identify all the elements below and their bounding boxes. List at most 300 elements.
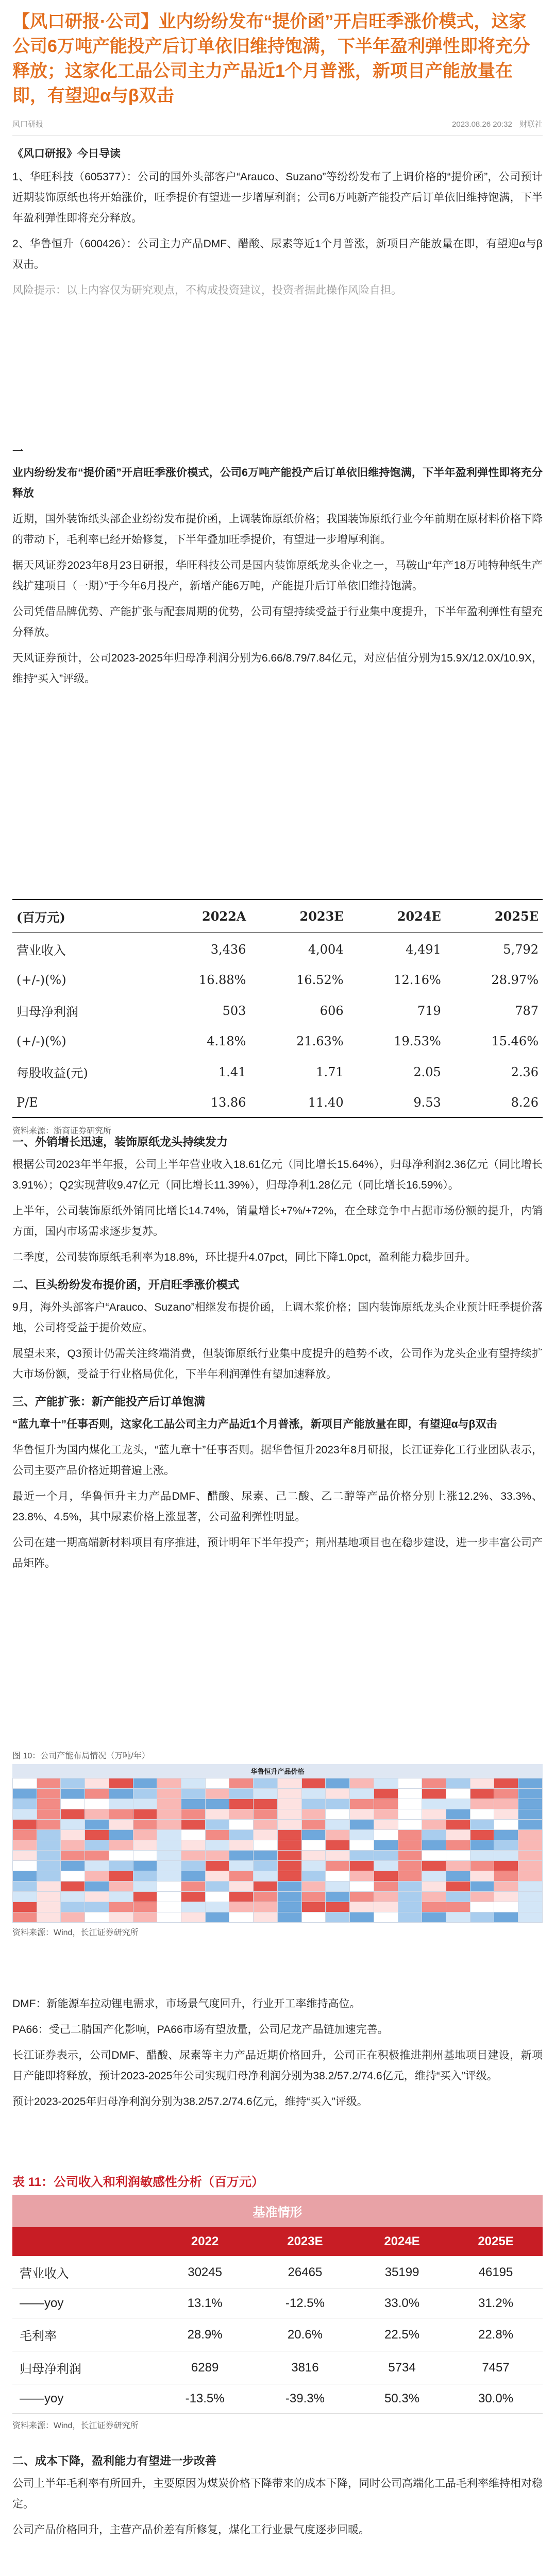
sensitivity-table [12,2195,543,2414]
heatmap-cell [326,1912,350,1923]
table1-row [12,1056,543,1088]
heatmap-cell [301,1871,326,1882]
heatmap-cell [470,1902,494,1912]
table1-cell: 12.16% [394,973,441,987]
heatmap-cell [205,1778,229,1789]
heatmap-cell [350,1882,374,1892]
heatmap-row [13,1830,543,1840]
article-meta [12,118,543,129]
heatmap-cell [422,1778,446,1789]
heatmap-cell [374,1809,398,1820]
table1-row [12,933,543,966]
heatmap-cell [301,1851,326,1861]
risk-note: 风险提示：以上内容仅为研究观点，不构成投资建议，投资者据此操作风险自担。 [12,284,402,296]
table1-cell: 606 [319,1003,344,1018]
table1-cell: 5,792 [503,942,539,957]
heatmap-cell [85,1830,109,1840]
heatmap-cell [446,1912,470,1923]
table2-cell: 22.5% [355,2318,449,2351]
table2-cell: 13.1% [155,2289,255,2318]
table1-cell: (+/-)(%) [16,1034,66,1048]
heatmap-cell [398,1799,422,1809]
heatmap-cell [398,1902,422,1912]
heatmap-cell [157,1778,181,1789]
heatmap-cell [254,1851,278,1861]
heatmap-cell [374,1799,398,1809]
heatmap-cell [326,1789,350,1799]
heatmap-cell [446,1830,470,1840]
heatmap-cell [61,1809,85,1820]
heatmap-cell [85,1861,109,1871]
heatmap-cell [133,1912,157,1923]
heatmap-cell [205,1820,229,1830]
heatmap-cell [374,1851,398,1861]
table2-source: 资料来源：Wind，长江证券研究所 [12,2421,139,2430]
heatmap-cell [37,1840,61,1851]
s1-p3: 公司凭借品牌优势、产能扩张与配套周期的优势，公司有望持续受益于行业集中度提升，下半年盈利弹性有望充分释放。 [12,606,543,638]
table1-cell: 9.53 [348,1088,445,1117]
heatmap-cell [301,1840,326,1851]
heatmap-cell [301,1861,326,1871]
heatmap-cell [229,1778,254,1789]
heatmap-cell [13,1902,37,1912]
heatmap-cell [157,1892,181,1902]
heatmap-cell [374,1892,398,1902]
s1b-heading3: 三、产能扩张：新产能投产后订单饱满 [12,1395,206,1408]
table1-cell: 8.26 [445,1088,543,1117]
heatmap-cell [254,1861,278,1871]
table2-header-2: 2023E [255,2227,355,2256]
heatmap-cell [277,1861,301,1871]
heatmap-cell [277,1851,301,1861]
heatmap-cell [350,1892,374,1902]
heatmap-cell [518,1809,543,1820]
s1b-p6: “蓝九章十”任事否则，这家化工品公司主力产品近1个月普涨，新项目产能放量在即，有望迎α与β双击 [12,1418,497,1430]
heatmap-cell [494,1892,518,1902]
heatmap-cell [494,1820,518,1830]
heatmap-cell [374,1902,398,1912]
heatmap-row [13,1851,543,1861]
intro-block [12,145,543,301]
heatmap-cell [157,1902,181,1912]
heatmap-cell [229,1840,254,1851]
heatmap-title: 华鲁恒升产品价格 [12,1764,543,1778]
heatmap-cell [422,1830,446,1840]
heatmap-cell [61,1799,85,1809]
heatmap-cell [13,1809,37,1820]
table1-cell: 21.63% [296,1034,344,1048]
s1b-p2: 上半年，公司装饰原纸外销同比增长14.74%，销量增长+7%/+72%，在全球竞争中占据市场份额的提升，内销方面，国内市场需求逐步复苏。 [12,1205,543,1238]
heatmap-cell [109,1871,133,1882]
heatmap-cell [277,1799,301,1809]
heatmap-cell [181,1902,206,1912]
heatmap-cell [181,1809,206,1820]
heatmap-cell [277,1892,301,1902]
table2-cell: ——yoy [12,2384,155,2414]
s3-heading: 二、成本下降，盈利能力有望进一步改善 [12,2454,217,2467]
heatmap-cell [470,1882,494,1892]
heatmap-cell [157,1799,181,1809]
heatmap-cell [13,1882,37,1892]
table1-cell: 每股收益(元) [16,1066,88,1080]
heatmap-cell [13,1892,37,1902]
heatmap-cell [109,1861,133,1871]
heatmap-cell [13,1799,37,1809]
heatmap-cell [398,1892,422,1902]
forecast-table-wrap [12,899,543,1136]
heatmap-cell [277,1778,301,1789]
heatmap-cell [37,1912,61,1923]
heatmap-cell [470,1809,494,1820]
heatmap-cell [254,1902,278,1912]
heatmap-cell [398,1851,422,1861]
table2-header-3: 2024E [355,2227,449,2256]
heatmap-cell [254,1778,278,1789]
s3-p2: 公司产品价格回升，主营产品价差有所修复，煤化工行业景气度逐步回暖。 [12,2524,369,2536]
table1-cell: 1.41 [218,1064,246,1079]
table1-cell: 16.88% [198,973,246,987]
heatmap-cell [422,1882,446,1892]
publish-date: 2023.08.26 20:32 [452,120,512,129]
heatmap-cell [157,1871,181,1882]
heatmap-cell [470,1778,494,1789]
table2-caption: 表 11：公司收入和利润敏感性分析（百万元） [12,2175,264,2189]
heatmap-cell [133,1861,157,1871]
heatmap-cell [398,1861,422,1871]
heatmap-cell [350,1778,374,1789]
heatmap-cell [109,1799,133,1809]
heatmap-cell [37,1882,61,1892]
heatmap-cell [85,1799,109,1809]
heatmap-cell [13,1851,37,1861]
heatmap-cell [133,1799,157,1809]
heatmap-cell [85,1820,109,1830]
table2-cell: 归母净利润 [12,2351,155,2384]
heatmap-cell [109,1809,133,1820]
heatmap-cell [277,1871,301,1882]
heatmap-caption: 图 10：公司产能布局情况（万吨/年） [12,1752,150,1760]
table2-cell: 5734 [355,2351,449,2384]
heatmap-cell [398,1789,422,1799]
s1b-p9: 公司在建一期高端新材料项目有序推进，预计明年下半年投产；荆州基地项目也在稳步建设，进一步丰富公司产品矩阵。 [12,1537,543,1569]
heatmap-cell [350,1830,374,1840]
heatmap-cell [85,1809,109,1820]
heatmap-cell [181,1830,206,1840]
heatmap-cell [326,1861,350,1871]
heatmap-cell [518,1778,543,1789]
heatmap-cell [254,1799,278,1809]
heatmap-cell [446,1799,470,1809]
heatmap-cell [350,1871,374,1882]
heatmap-cell [85,1871,109,1882]
heatmap-cell [205,1871,229,1882]
table2-cell: 46195 [449,2256,543,2289]
heatmap-cell [350,1820,374,1830]
heatmap-cell [350,1851,374,1861]
heatmap-cell [301,1892,326,1902]
table1-cell: 4,491 [406,942,441,957]
heatmap-cell [13,1912,37,1923]
heatmap-cell [350,1912,374,1923]
heatmap-cell [494,1861,518,1871]
table1-row [12,1088,543,1117]
heatmap-cell [494,1789,518,1799]
heatmap-cell [494,1851,518,1861]
heatmap-cell [422,1820,446,1830]
heatmap-cell [13,1861,37,1871]
heatmap-cell [518,1820,543,1830]
heatmap-cell [181,1861,206,1871]
heatmap-cell [37,1892,61,1902]
table1-row [12,1027,543,1056]
heatmap-cell [133,1778,157,1789]
table1-header-2: 2023E [250,900,347,933]
table2-cell: ——yoy [12,2289,155,2318]
heatmap-cell [494,1830,518,1840]
s1b-p4: 9月，海外头部客户“Arauco、Suzano”相继发布提价函，上调木浆价格；国内装饰原纸龙头企业预计旺季提价落地，公司将受益于提价效应。 [12,1301,543,1334]
heatmap-cell [398,1840,422,1851]
heatmap-cell [181,1840,206,1851]
heatmap-row [13,1820,543,1830]
heatmap-cell [494,1902,518,1912]
heatmap-cell [446,1840,470,1851]
heatmap-cell [254,1912,278,1923]
heatmap-cell [398,1912,422,1923]
heatmap-cell [350,1902,374,1912]
heatmap-cell [229,1902,254,1912]
heatmap-cell [157,1861,181,1871]
heatmap-cell [85,1892,109,1902]
heatmap-cell [254,1871,278,1882]
forecast-table [12,899,543,1118]
heatmap-row [13,1799,543,1809]
heatmap-cell [254,1892,278,1902]
heatmap-cell [205,1912,229,1923]
heatmap-cell [518,1861,543,1871]
heatmap-cell [518,1892,543,1902]
heatmap-cell [133,1902,157,1912]
table1-header-3: 2024E [348,900,445,933]
heatmap-cell [229,1851,254,1861]
heatmap-cell [326,1892,350,1902]
heatmap-row [13,1902,543,1912]
heatmap-cell [326,1851,350,1861]
heatmap-cell [518,1912,543,1923]
heatmap-cell [446,1902,470,1912]
heatmap-cell [301,1912,326,1923]
heatmap-cell [181,1778,206,1789]
heatmap-cell [229,1799,254,1809]
heatmap-cell [518,1830,543,1840]
heatmap-cell [374,1830,398,1840]
heatmap-cell [37,1799,61,1809]
heatmap-cell [374,1882,398,1892]
heatmap-cell [109,1882,133,1892]
heatmap-cell [494,1882,518,1892]
heatmap-cell [37,1851,61,1861]
heatmap-cell [157,1809,181,1820]
heatmap-cell [85,1882,109,1892]
heatmap-cell [229,1820,254,1830]
table1-cell: 4.18% [207,1034,246,1048]
heatmap-cell [133,1892,157,1902]
heatmap-cell [61,1840,85,1851]
heatmap-cell [301,1799,326,1809]
heatmap-cell [61,1789,85,1799]
heatmap-cell [398,1778,422,1789]
heatmap-cell [446,1871,470,1882]
heatmap-cell [518,1799,543,1809]
table1-cell: 19.53% [394,1034,441,1048]
heatmap-cell [61,1830,85,1840]
heatmap-cell [422,1799,446,1809]
heatmap-cell [301,1830,326,1840]
heatmap-cell [326,1830,350,1840]
heatmap-cell [494,1871,518,1882]
heatmap-cell [109,1851,133,1861]
heatmap-cell [277,1882,301,1892]
heatmap-cell [518,1882,543,1892]
heatmap-cell [205,1902,229,1912]
heatmap-cell [229,1892,254,1902]
sensitivity-table-wrap [12,2172,543,2431]
heatmap-cell [133,1789,157,1799]
table2-cell: 30.0% [449,2384,543,2414]
heatmap-cell [350,1799,374,1809]
heatmap-cell [277,1912,301,1923]
heatmap-cell [61,1778,85,1789]
heatmap-cell [61,1892,85,1902]
heatmap-cell [422,1902,446,1912]
section-1b [12,1133,543,1574]
s1-bold-intro: 业内纷纷发布“提价函”开启旺季涨价模式，公司6万吨产能投产后订单依旧维持饱满，下半年盈利弹性即将充分释放 [12,467,543,499]
heatmap-cell [374,1861,398,1871]
heatmap-cell [61,1851,85,1861]
table1-cell: 归母净利润 [16,1005,78,1019]
heatmap-cell [205,1799,229,1809]
heatmap-cell [205,1809,229,1820]
heatmap-cell [398,1871,422,1882]
table2-band: 基准情形 [12,2195,543,2227]
heatmap-cell [37,1809,61,1820]
heatmap-cell [398,1882,422,1892]
s3-p1: 公司上半年毛利率有所回升，主要原因为煤炭价格下降带来的成本下降，同时公司高端化工品毛利率维持相对稳定。 [12,2478,543,2510]
s1b-p3: 二季度，公司装饰原纸毛利率为18.8%，环比提升4.07pct，同比下降1.0pct，盈利能力稳步回升。 [12,1251,476,1263]
heatmap-cell [229,1882,254,1892]
heatmap-cell [470,1789,494,1799]
s1-p2: 据天风证券2023年8月23日研报，华旺科技公司是国内装饰原纸龙头企业之一，马鞍山“年产18万吨特种纸生产线扩建项目（一期）”于今年6月投产，新增产能6万吨，产能提升后订单依旧维持饱满。 [12,560,543,592]
heatmap-cell [61,1912,85,1923]
table2-cell: 30245 [155,2256,255,2289]
table2-cell: 毛利率 [12,2318,155,2351]
table2-cell: 22.8% [449,2318,543,2351]
heatmap-cell [157,1789,181,1799]
heatmap-cell [326,1840,350,1851]
heatmap-figure [12,1749,543,1938]
heatmap-cell [157,1840,181,1851]
heatmap-cell [133,1882,157,1892]
heatmap-cell [518,1871,543,1882]
heatmap-cell [254,1830,278,1840]
heatmap-cell [470,1820,494,1830]
heatmap-cell [374,1778,398,1789]
heatmap-cell [181,1892,206,1902]
heatmap-cell [470,1851,494,1861]
heatmap-cell [277,1820,301,1830]
heatmap-cell [205,1861,229,1871]
heatmap-cell [446,1851,470,1861]
heatmap-cell [205,1789,229,1799]
heatmap-cell [133,1820,157,1830]
heatmap-cell [109,1892,133,1902]
heatmap-cell [446,1809,470,1820]
heatmap-cell [446,1882,470,1892]
table2-cell: 3816 [255,2351,355,2384]
heatmap-row [13,1840,543,1851]
heatmap-cell [374,1871,398,1882]
heatmap-cell [446,1820,470,1830]
heatmap-cell [205,1882,229,1892]
heatmap-cell [205,1830,229,1840]
heatmap-row [13,1871,543,1882]
heatmap-cell [133,1809,157,1820]
heatmap-cell [301,1809,326,1820]
table2-cell: 28.9% [155,2318,255,2351]
heatmap-cell [301,1820,326,1830]
heatmap-cell [109,1830,133,1840]
heatmap-cell [422,1871,446,1882]
heatmap-cell [422,1851,446,1861]
heatmap-cell [181,1799,206,1809]
heatmap-cell [61,1902,85,1912]
heatmap-cell [61,1861,85,1871]
heatmap-row [13,1912,543,1923]
heatmap-cell [470,1861,494,1871]
s2-p3: 长江证券表示，公司DMF、醋酸、尿素等主力产品近期价格回升，公司正在积极推进荆州基地项目建设，新项目产能即将释放，预计2023-2025年公司实现归母净利润分别为38.2/57.2/74.6亿元，维持“买入”评级。 [12,2049,543,2082]
heatmap-cell [374,1820,398,1830]
heatmap-row [13,1809,543,1820]
heatmap-cell [446,1789,470,1799]
heatmap-cell [518,1789,543,1799]
heatmap-cell [277,1902,301,1912]
table1-source: 资料来源：浙商证券研究所 [12,1127,112,1136]
heatmap-cell [133,1830,157,1840]
heatmap-cell [109,1789,133,1799]
heatmap-cell [301,1902,326,1912]
heatmap-cell [61,1871,85,1882]
heatmap-cell [181,1912,206,1923]
heatmap-cell [13,1789,37,1799]
heatmap-cell [109,1778,133,1789]
heatmap-cell [109,1912,133,1923]
heatmap-cell [422,1840,446,1851]
heatmap-cell [518,1840,543,1851]
author: 风口研报 [12,120,44,129]
heatmap-cell [181,1871,206,1882]
heatmap-row [13,1789,543,1799]
heatmap-cell [37,1789,61,1799]
table1-cell: 4,004 [308,942,344,957]
table2-header-1: 2022 [155,2227,255,2256]
heatmap-cell [350,1861,374,1871]
heatmap-cell [518,1902,543,1912]
heatmap-cell [85,1840,109,1851]
table2-row [12,2289,543,2318]
table1-cell: (+/-)(%) [16,973,66,987]
table1-row [12,965,543,994]
heatmap-cell [229,1809,254,1820]
table2-cell: 50.3% [355,2384,449,2414]
